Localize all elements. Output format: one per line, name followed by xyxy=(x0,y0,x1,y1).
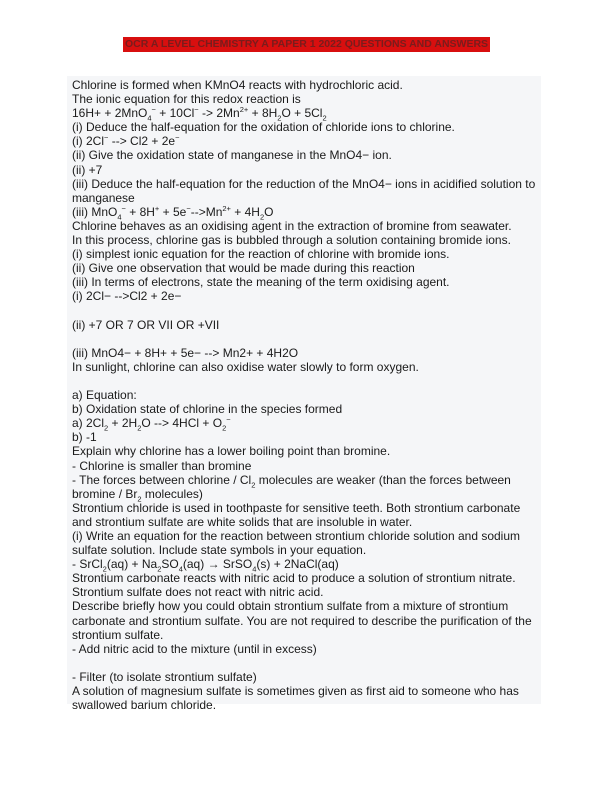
text-run: A solution of magnesium sulfate is sometimes given as first aid to someone who has xyxy=(72,684,519,699)
superscript: − xyxy=(194,105,199,115)
text-run: --> Cl2 + 2e xyxy=(108,134,176,149)
text-run: -> 2Mn xyxy=(198,106,240,121)
text-line xyxy=(72,78,538,92)
text-run: (i) Deduce the half-equation for the oxidation of chloride ions to chlorine. xyxy=(72,120,455,135)
text-run: Explain why chlorine has a lower boiling point than bromine. xyxy=(72,444,391,459)
text-line xyxy=(72,599,538,613)
superscript: + xyxy=(154,203,160,213)
text-run: In this process, chlorine gas is bubbled through a solution containing bromide ions. xyxy=(72,233,511,248)
text-run: (iii) MnO xyxy=(72,204,118,219)
text-run: strontium sulfate. xyxy=(72,627,164,642)
superscript: − xyxy=(121,203,126,213)
text-line xyxy=(72,120,538,134)
text-line xyxy=(72,459,538,473)
text-run: (aq) → SrSO xyxy=(182,557,253,572)
text-line xyxy=(72,670,538,684)
subscript: 2 xyxy=(222,423,227,433)
text-run: O + 5Cl xyxy=(281,106,323,121)
text-line xyxy=(72,92,538,106)
text-run: Chlorine behaves as an oxidising agent in the extraction of bromine from seawater. xyxy=(72,218,512,233)
text-line xyxy=(72,134,538,148)
text-run: molecules are weaker (than the forces between xyxy=(255,472,511,487)
text-run: (iii) In terms of electrons, state the meaning of the term oxidising agent. xyxy=(72,275,450,290)
text-line xyxy=(72,614,538,628)
text-line xyxy=(72,203,538,222)
text-run: (iii) MnO4− + 8H+ + 5e− --> Mn2+ + 4H2O xyxy=(72,345,299,360)
subscript: 2 xyxy=(157,564,162,574)
superscript: 2+ xyxy=(239,105,249,115)
subscript: 2 xyxy=(137,423,142,433)
subscript: 2 xyxy=(251,480,256,490)
text-run: + 2H xyxy=(108,416,138,431)
text-line xyxy=(72,388,538,402)
text-line xyxy=(72,486,538,504)
text-line xyxy=(72,571,538,585)
text-run: SO xyxy=(161,557,179,572)
text-run: (i) 2Cl xyxy=(72,134,104,149)
text-run: - The forces between chlorine / Cl xyxy=(72,472,252,487)
text-line xyxy=(72,515,538,529)
text-run: b) Oxidation state of chlorine in the species formed xyxy=(72,402,343,417)
text-line xyxy=(72,642,538,656)
text-line xyxy=(72,105,538,123)
text-run: (ii) Give one observation that would be made during this reaction xyxy=(72,261,415,276)
text-line xyxy=(72,346,538,360)
text-run: Strontium carbonate reacts with nitric acid to produce a solution of strontium nitrate. xyxy=(72,571,516,586)
text-line xyxy=(72,501,538,515)
text-line xyxy=(72,360,538,374)
text-run: carbonate and strontium sulfate. You are not required to describe the purification of the xyxy=(72,613,532,628)
text-line xyxy=(72,219,538,233)
text-run: (i) simplest ionic equation for the reaction of chlorine with bromide ions. xyxy=(72,247,450,262)
subscript: 2 xyxy=(277,113,282,123)
text-run: Strontium sulfate does not react with nitric acid. xyxy=(72,585,324,600)
blank-line xyxy=(72,656,538,670)
text-line xyxy=(72,415,538,433)
text-line xyxy=(72,585,538,599)
text-line xyxy=(72,698,538,712)
text-run: sulfate solution. Include state symbols in your equation. xyxy=(72,543,367,558)
document-body xyxy=(67,76,541,713)
text-run: + 8H xyxy=(125,204,155,219)
text-run: - Filter (to isolate strontium sulfate) xyxy=(72,669,257,684)
document-title-banner: OCR A LEVEL CHEMISTRY A PAPER 1 2022 QUESTIONS AND ANSWERS xyxy=(124,38,489,50)
text-run: + 5e xyxy=(159,204,187,219)
text-line xyxy=(72,163,538,177)
superscript: − xyxy=(186,203,191,213)
text-line xyxy=(72,148,538,162)
blank-line xyxy=(72,332,538,346)
text-line xyxy=(72,177,538,191)
text-line xyxy=(72,430,538,444)
text-line xyxy=(72,318,538,332)
text-lines xyxy=(72,78,538,712)
text-run: (aq) + Na xyxy=(106,557,158,572)
text-run: -->Mn xyxy=(190,204,223,219)
superscript: − xyxy=(175,133,180,143)
text-run: - Add nitric acid to the mixture (until in excess) xyxy=(72,641,317,656)
text-run: O --> 4HCl + O xyxy=(141,416,223,431)
text-run: - Chlorine is smaller than bromine xyxy=(72,458,252,473)
text-line xyxy=(72,402,538,416)
text-run: O xyxy=(264,204,274,219)
text-line xyxy=(72,289,538,303)
text-run: - SrCl xyxy=(72,557,103,572)
text-run: (i) 2Cl− -->Cl2 + 2e− xyxy=(72,289,182,304)
text-run: manganese xyxy=(72,190,135,205)
superscript: − xyxy=(151,105,156,115)
subscript: 2 xyxy=(259,212,265,222)
text-line xyxy=(72,233,538,247)
blank-line xyxy=(72,304,538,318)
text-run: + 8H xyxy=(248,106,278,121)
subscript: 4 xyxy=(117,212,122,222)
text-run: (iii) Deduce the half-equation for the reduction of the MnO4− ions in acidified solution to xyxy=(72,176,536,191)
text-line xyxy=(72,543,538,557)
subscript: 4 xyxy=(178,564,183,574)
text-run: a) Equation: xyxy=(72,388,137,403)
text-line xyxy=(72,557,538,574)
text-run: 16H+ + 2MnO xyxy=(72,106,148,121)
text-line xyxy=(72,472,538,490)
subscript: 2 xyxy=(137,494,142,504)
text-run: The ionic equation for this redox reaction is xyxy=(72,92,301,107)
subscript: 2 xyxy=(102,564,107,574)
text-run: (i) Write an equation for the reaction between strontium chloride solution and sodium xyxy=(72,529,521,543)
text-run: molecules) xyxy=(141,486,203,501)
text-line xyxy=(72,684,538,698)
text-run: Chlorine is formed when KMnO4 reacts with hydrochloric acid. xyxy=(72,78,403,92)
text-run: and strontium sulfate are white solids that are insoluble in water. xyxy=(72,514,413,529)
text-line xyxy=(72,247,538,261)
superscript: − xyxy=(104,133,109,143)
text-line xyxy=(72,628,538,642)
blank-line xyxy=(72,374,538,388)
text-run: + 4H xyxy=(230,204,260,219)
text-run: b) -1 xyxy=(72,430,97,445)
text-line xyxy=(72,261,538,275)
text-run: (s) + 2NaCl(aq) xyxy=(256,557,339,572)
text-run: + 10Cl xyxy=(155,106,195,121)
text-line xyxy=(72,444,538,458)
text-run: Strontium chloride is used in toothpaste for sensitive teeth. Both strontium carbonate xyxy=(72,500,521,515)
text-run: Describe briefly how you could obtain strontium sulfate from a mixture of strontium xyxy=(72,599,509,614)
text-line xyxy=(72,529,538,543)
superscript: 2+ xyxy=(222,203,231,213)
text-run: (ii) Give the oxidation state of manganese in the MnO4− ion. xyxy=(72,148,392,163)
subscript: 2 xyxy=(322,113,327,123)
text-run: swallowed barium chloride. xyxy=(72,698,217,713)
text-run: (ii) +7 OR 7 OR VII OR +VII xyxy=(72,317,220,332)
text-line xyxy=(72,275,538,289)
text-run: bromine / Br xyxy=(72,486,138,501)
text-line xyxy=(72,191,538,205)
text-run: In sunlight, chlorine can also oxidise water slowly to form oxygen. xyxy=(72,359,419,374)
text-run: a) 2Cl xyxy=(72,416,105,431)
text-run: (ii) +7 xyxy=(72,162,103,177)
subscript: 4 xyxy=(147,113,152,123)
subscript: 2 xyxy=(104,423,109,433)
superscript: − xyxy=(226,415,231,425)
subscript: 4 xyxy=(252,564,257,574)
